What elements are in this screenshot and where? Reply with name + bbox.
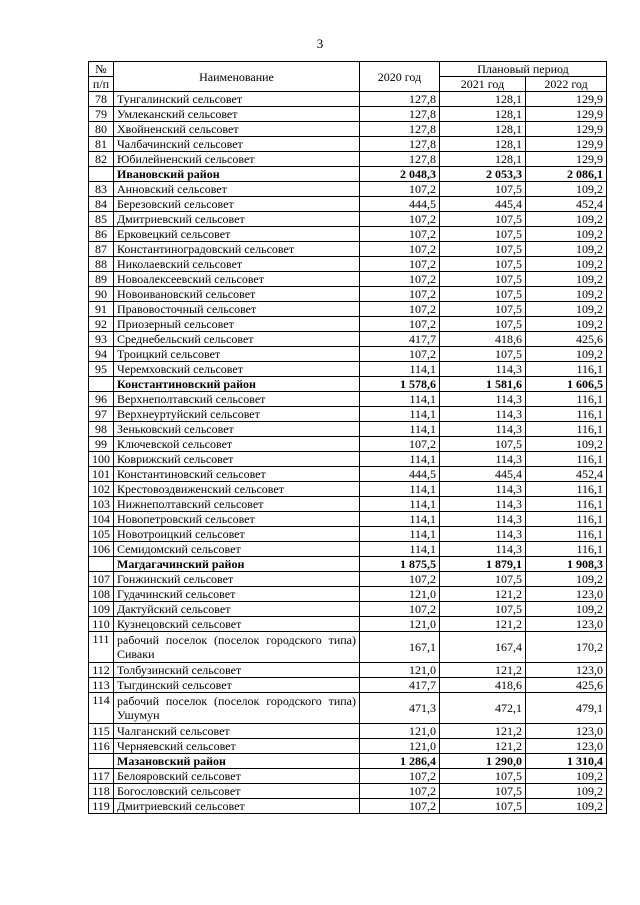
value-2022: 116,1	[526, 362, 607, 377]
row-name: Кузнецовский сельсовет	[114, 617, 360, 632]
row-name: Константиновский сельсовет	[114, 467, 360, 482]
value-2022: 452,4	[526, 467, 607, 482]
value-2022: 129,9	[526, 122, 607, 137]
row-number: 100	[89, 452, 114, 467]
table-body	[89, 92, 607, 814]
row-number: 98	[89, 422, 114, 437]
row-number: 90	[89, 287, 114, 302]
value-2020: 107,2	[360, 769, 440, 784]
row-number	[89, 377, 114, 392]
row-number: 118	[89, 784, 114, 799]
row-number: 87	[89, 242, 114, 257]
value-2020: 1 286,4	[360, 754, 440, 769]
row-name: Новоалексеевский сельсовет	[114, 272, 360, 287]
row-number	[89, 167, 114, 182]
value-2021: 418,6	[440, 332, 526, 347]
value-2020: 417,7	[360, 332, 440, 347]
value-2022: 123,0	[526, 724, 607, 739]
row-number: 113	[89, 678, 114, 693]
row-number: 119	[89, 799, 114, 814]
value-2020: 1 875,5	[360, 557, 440, 572]
table-row	[89, 724, 607, 739]
value-2021: 1 290,0	[440, 754, 526, 769]
table-row	[89, 407, 607, 422]
value-2022: 425,6	[526, 678, 607, 693]
header-2022: 2022 год	[526, 77, 607, 92]
row-number: 84	[89, 197, 114, 212]
value-2020: 444,5	[360, 467, 440, 482]
value-2020: 114,1	[360, 542, 440, 557]
row-name: Анновский сельсовет	[114, 182, 360, 197]
value-2020: 1 578,6	[360, 377, 440, 392]
value-2022: 109,2	[526, 799, 607, 814]
value-2022: 123,0	[526, 587, 607, 602]
value-2022: 170,2	[526, 632, 607, 663]
row-number	[89, 557, 114, 572]
value-2022: 109,2	[526, 287, 607, 302]
row-name: Березовский сельсовет	[114, 197, 360, 212]
value-2022: 1 606,5	[526, 377, 607, 392]
row-name: Черемховский сельсовет	[114, 362, 360, 377]
value-2022: 109,2	[526, 602, 607, 617]
row-number: 101	[89, 467, 114, 482]
row-number: 106	[89, 542, 114, 557]
value-2022: 109,2	[526, 317, 607, 332]
table-row	[89, 302, 607, 317]
table-row	[89, 769, 607, 784]
row-name: Чалганский сельсовет	[114, 724, 360, 739]
row-number	[89, 754, 114, 769]
row-name: Ключевской сельсовет	[114, 437, 360, 452]
value-2020: 107,2	[360, 257, 440, 272]
header-planned-period: Плановый период	[440, 62, 607, 77]
value-2021: 107,5	[440, 287, 526, 302]
table-row	[89, 242, 607, 257]
table-row	[89, 107, 607, 122]
value-2020: 107,2	[360, 347, 440, 362]
value-2020: 107,2	[360, 437, 440, 452]
value-2020: 444,5	[360, 197, 440, 212]
table-row	[89, 784, 607, 799]
value-2020: 167,1	[360, 632, 440, 663]
value-2021: 107,5	[440, 799, 526, 814]
value-2022: 129,9	[526, 92, 607, 107]
row-number: 112	[89, 663, 114, 678]
row-number: 105	[89, 527, 114, 542]
value-2022: 116,1	[526, 527, 607, 542]
value-2021: 107,5	[440, 572, 526, 587]
table-row	[89, 227, 607, 242]
row-name: Константиноградовский сельсовет	[114, 242, 360, 257]
row-name: Новопетровский сельсовет	[114, 512, 360, 527]
page-number: 3	[316, 36, 324, 51]
value-2022: 109,2	[526, 769, 607, 784]
value-2022: 116,1	[526, 482, 607, 497]
row-number: 79	[89, 107, 114, 122]
table-row	[89, 122, 607, 137]
value-2020: 417,7	[360, 678, 440, 693]
value-2021: 114,3	[440, 542, 526, 557]
value-2021: 114,3	[440, 362, 526, 377]
value-2021: 1 879,1	[440, 557, 526, 572]
row-name: Черняевский сельсовет	[114, 739, 360, 754]
row-name: Новоивановский сельсовет	[114, 287, 360, 302]
table-row	[89, 617, 607, 632]
value-2020: 2 048,3	[360, 167, 440, 182]
table-row	[89, 452, 607, 467]
value-2020: 114,1	[360, 362, 440, 377]
table-row	[89, 693, 607, 724]
header-name: Наименование	[114, 62, 360, 92]
value-2021: 128,1	[440, 107, 526, 122]
row-name: Магдагачинский район	[114, 557, 360, 572]
table-row	[89, 392, 607, 407]
value-2020: 471,3	[360, 693, 440, 724]
value-2022: 109,2	[526, 302, 607, 317]
row-name: Троицкий сельсовет	[114, 347, 360, 362]
table-row	[89, 422, 607, 437]
row-name: Умлеканский сельсовет	[114, 107, 360, 122]
row-number: 82	[89, 152, 114, 167]
value-2020: 114,1	[360, 392, 440, 407]
value-2022: 123,0	[526, 663, 607, 678]
table-header	[89, 62, 607, 92]
value-2020: 121,0	[360, 587, 440, 602]
table-row	[89, 362, 607, 377]
value-2022: 109,2	[526, 257, 607, 272]
table-row	[89, 287, 607, 302]
row-name: Мазановский район	[114, 754, 360, 769]
table-row	[89, 212, 607, 227]
value-2022: 116,1	[526, 452, 607, 467]
header-2021: 2021 год	[440, 77, 526, 92]
value-2020: 107,2	[360, 784, 440, 799]
value-2020: 121,0	[360, 724, 440, 739]
row-number: 96	[89, 392, 114, 407]
value-2021: 445,4	[440, 467, 526, 482]
value-2021: 445,4	[440, 197, 526, 212]
district-total-row	[89, 557, 607, 572]
value-2020: 107,2	[360, 602, 440, 617]
row-number: 110	[89, 617, 114, 632]
value-2021: 121,2	[440, 663, 526, 678]
header-2020: 2020 год	[360, 62, 440, 92]
value-2021: 107,5	[440, 784, 526, 799]
value-2020: 114,1	[360, 422, 440, 437]
value-2020: 114,1	[360, 527, 440, 542]
row-name: Крестовоздвиженский сельсовет	[114, 482, 360, 497]
value-2020: 107,2	[360, 287, 440, 302]
value-2022: 129,9	[526, 152, 607, 167]
row-number: 86	[89, 227, 114, 242]
row-name: Тыгдинский сельсовет	[114, 678, 360, 693]
row-number: 103	[89, 497, 114, 512]
row-name: Тунгалинский сельсовет	[114, 92, 360, 107]
value-2021: 107,5	[440, 212, 526, 227]
value-2021: 107,5	[440, 182, 526, 197]
value-2022: 1 908,3	[526, 557, 607, 572]
value-2020: 114,1	[360, 482, 440, 497]
value-2020: 114,1	[360, 512, 440, 527]
value-2020: 107,2	[360, 572, 440, 587]
table-row	[89, 678, 607, 693]
value-2021: 121,2	[440, 724, 526, 739]
row-number: 108	[89, 587, 114, 602]
table-row	[89, 347, 607, 362]
value-2022: 123,0	[526, 617, 607, 632]
value-2022: 116,1	[526, 542, 607, 557]
value-2022: 116,1	[526, 407, 607, 422]
value-2022: 116,1	[526, 512, 607, 527]
table-row	[89, 542, 607, 557]
table-row	[89, 512, 607, 527]
value-2021: 128,1	[440, 122, 526, 137]
table-row	[89, 92, 607, 107]
value-2020: 121,0	[360, 739, 440, 754]
table-row	[89, 437, 607, 452]
value-2021: 107,5	[440, 769, 526, 784]
row-name: Юбилейненский сельсовет	[114, 152, 360, 167]
value-2021: 121,2	[440, 617, 526, 632]
row-number: 97	[89, 407, 114, 422]
row-name: Приозерный сельсовет	[114, 317, 360, 332]
value-2020: 107,2	[360, 227, 440, 242]
row-name: Правовосточный сельсовет	[114, 302, 360, 317]
value-2021: 114,3	[440, 497, 526, 512]
row-number: 94	[89, 347, 114, 362]
row-name: рабочий поселок (поселок городского типа) Сиваки	[114, 632, 360, 663]
table-row	[89, 799, 607, 814]
value-2022: 109,2	[526, 182, 607, 197]
row-name: Богословский сельсовет	[114, 784, 360, 799]
value-2021: 114,3	[440, 527, 526, 542]
row-number: 93	[89, 332, 114, 347]
row-number: 115	[89, 724, 114, 739]
budget-table	[88, 61, 607, 814]
row-name: Новотроицкий сельсовет	[114, 527, 360, 542]
value-2021: 167,4	[440, 632, 526, 663]
row-name: Дмитриевский сельсовет	[114, 212, 360, 227]
value-2022: 109,2	[526, 572, 607, 587]
row-number: 117	[89, 769, 114, 784]
table-row	[89, 572, 607, 587]
table-row	[89, 602, 607, 617]
row-number: 80	[89, 122, 114, 137]
value-2021: 418,6	[440, 678, 526, 693]
value-2020: 127,8	[360, 122, 440, 137]
value-2022: 129,9	[526, 137, 607, 152]
value-2022: 1 310,4	[526, 754, 607, 769]
row-number: 83	[89, 182, 114, 197]
value-2020: 107,2	[360, 242, 440, 257]
value-2020: 127,8	[360, 107, 440, 122]
value-2021: 121,2	[440, 739, 526, 754]
district-total-row	[89, 167, 607, 182]
value-2020: 107,2	[360, 799, 440, 814]
row-number: 85	[89, 212, 114, 227]
value-2020: 107,2	[360, 317, 440, 332]
value-2020: 127,8	[360, 92, 440, 107]
row-name: Николаевский сельсовет	[114, 257, 360, 272]
row-number: 92	[89, 317, 114, 332]
value-2021: 114,3	[440, 512, 526, 527]
value-2022: 109,2	[526, 437, 607, 452]
row-name: Белояровский сельсовет	[114, 769, 360, 784]
row-name: Хвойненский сельсовет	[114, 122, 360, 137]
value-2021: 107,5	[440, 227, 526, 242]
value-2021: 128,1	[440, 137, 526, 152]
value-2021: 114,3	[440, 392, 526, 407]
table-row	[89, 739, 607, 754]
row-number: 114	[89, 693, 114, 724]
value-2021: 107,5	[440, 437, 526, 452]
value-2020: 127,8	[360, 137, 440, 152]
header-num: №	[89, 62, 114, 77]
value-2020: 107,2	[360, 272, 440, 287]
row-name: Гудачинский сельсовет	[114, 587, 360, 602]
row-name: Ивановский район	[114, 167, 360, 182]
district-total-row	[89, 377, 607, 392]
row-number: 116	[89, 739, 114, 754]
row-number: 78	[89, 92, 114, 107]
row-number: 91	[89, 302, 114, 317]
value-2021: 128,1	[440, 92, 526, 107]
row-name: Чалбачинский сельсовет	[114, 137, 360, 152]
row-number: 88	[89, 257, 114, 272]
value-2022: 116,1	[526, 422, 607, 437]
row-name: Среднебельский сельсовет	[114, 332, 360, 347]
row-name: Ерковецкий сельсовет	[114, 227, 360, 242]
table-row	[89, 663, 607, 678]
value-2021: 1 581,6	[440, 377, 526, 392]
value-2021: 2 053,3	[440, 167, 526, 182]
value-2021: 107,5	[440, 347, 526, 362]
row-number: 104	[89, 512, 114, 527]
value-2022: 479,1	[526, 693, 607, 724]
value-2022: 123,0	[526, 739, 607, 754]
row-number: 99	[89, 437, 114, 452]
value-2022: 116,1	[526, 497, 607, 512]
district-total-row	[89, 754, 607, 769]
row-name: рабочий поселок (поселок городского типа) Ушумун	[114, 693, 360, 724]
row-number: 95	[89, 362, 114, 377]
row-name: Константиновский район	[114, 377, 360, 392]
value-2021: 107,5	[440, 272, 526, 287]
value-2021: 114,3	[440, 407, 526, 422]
row-name: Семидомский сельсовет	[114, 542, 360, 557]
value-2021: 114,3	[440, 422, 526, 437]
row-number: 111	[89, 632, 114, 663]
row-number: 109	[89, 602, 114, 617]
value-2022: 109,2	[526, 784, 607, 799]
table-row	[89, 257, 607, 272]
value-2020: 107,2	[360, 182, 440, 197]
value-2021: 107,5	[440, 302, 526, 317]
row-number: 107	[89, 572, 114, 587]
value-2020: 127,8	[360, 152, 440, 167]
value-2022: 2 086,1	[526, 167, 607, 182]
row-name: Зеньковский сельсовет	[114, 422, 360, 437]
table-row	[89, 197, 607, 212]
row-name: Верхнеуртуйский сельсовет	[114, 407, 360, 422]
value-2021: 107,5	[440, 317, 526, 332]
value-2022: 109,2	[526, 272, 607, 287]
table-row	[89, 497, 607, 512]
value-2022: 109,2	[526, 242, 607, 257]
value-2021: 472,1	[440, 693, 526, 724]
value-2021: 107,5	[440, 242, 526, 257]
table-row	[89, 317, 607, 332]
table-row	[89, 332, 607, 347]
row-name: Коврижский сельсовет	[114, 452, 360, 467]
row-name: Гонжинский сельсовет	[114, 572, 360, 587]
value-2021: 121,2	[440, 587, 526, 602]
value-2021: 114,3	[440, 482, 526, 497]
value-2022: 452,4	[526, 197, 607, 212]
header-num-sub: п/п	[89, 77, 114, 92]
value-2020: 107,2	[360, 302, 440, 317]
row-name: Дмитриевский сельсовет	[114, 799, 360, 814]
table-row	[89, 467, 607, 482]
value-2022: 109,2	[526, 347, 607, 362]
value-2020: 114,1	[360, 497, 440, 512]
table-row	[89, 182, 607, 197]
value-2021: 107,5	[440, 602, 526, 617]
row-name: Дактуйский сельсовет	[114, 602, 360, 617]
value-2022: 116,1	[526, 392, 607, 407]
row-number: 102	[89, 482, 114, 497]
row-name: Толбузинский сельсовет	[114, 663, 360, 678]
value-2022: 109,2	[526, 227, 607, 242]
value-2022: 425,6	[526, 332, 607, 347]
value-2020: 114,1	[360, 407, 440, 422]
table-row	[89, 152, 607, 167]
table-row	[89, 137, 607, 152]
row-name: Верхнеполтавский сельсовет	[114, 392, 360, 407]
row-number: 81	[89, 137, 114, 152]
value-2020: 114,1	[360, 452, 440, 467]
table-row	[89, 482, 607, 497]
value-2021: 128,1	[440, 152, 526, 167]
value-2020: 107,2	[360, 212, 440, 227]
value-2022: 109,2	[526, 212, 607, 227]
value-2021: 107,5	[440, 257, 526, 272]
value-2022: 129,9	[526, 107, 607, 122]
value-2020: 121,0	[360, 663, 440, 678]
row-name: Нижнеполтавский сельсовет	[114, 497, 360, 512]
row-number: 89	[89, 272, 114, 287]
value-2021: 114,3	[440, 452, 526, 467]
table-row	[89, 587, 607, 602]
table-row	[89, 632, 607, 663]
value-2020: 121,0	[360, 617, 440, 632]
table-row	[89, 272, 607, 287]
table-row	[89, 527, 607, 542]
